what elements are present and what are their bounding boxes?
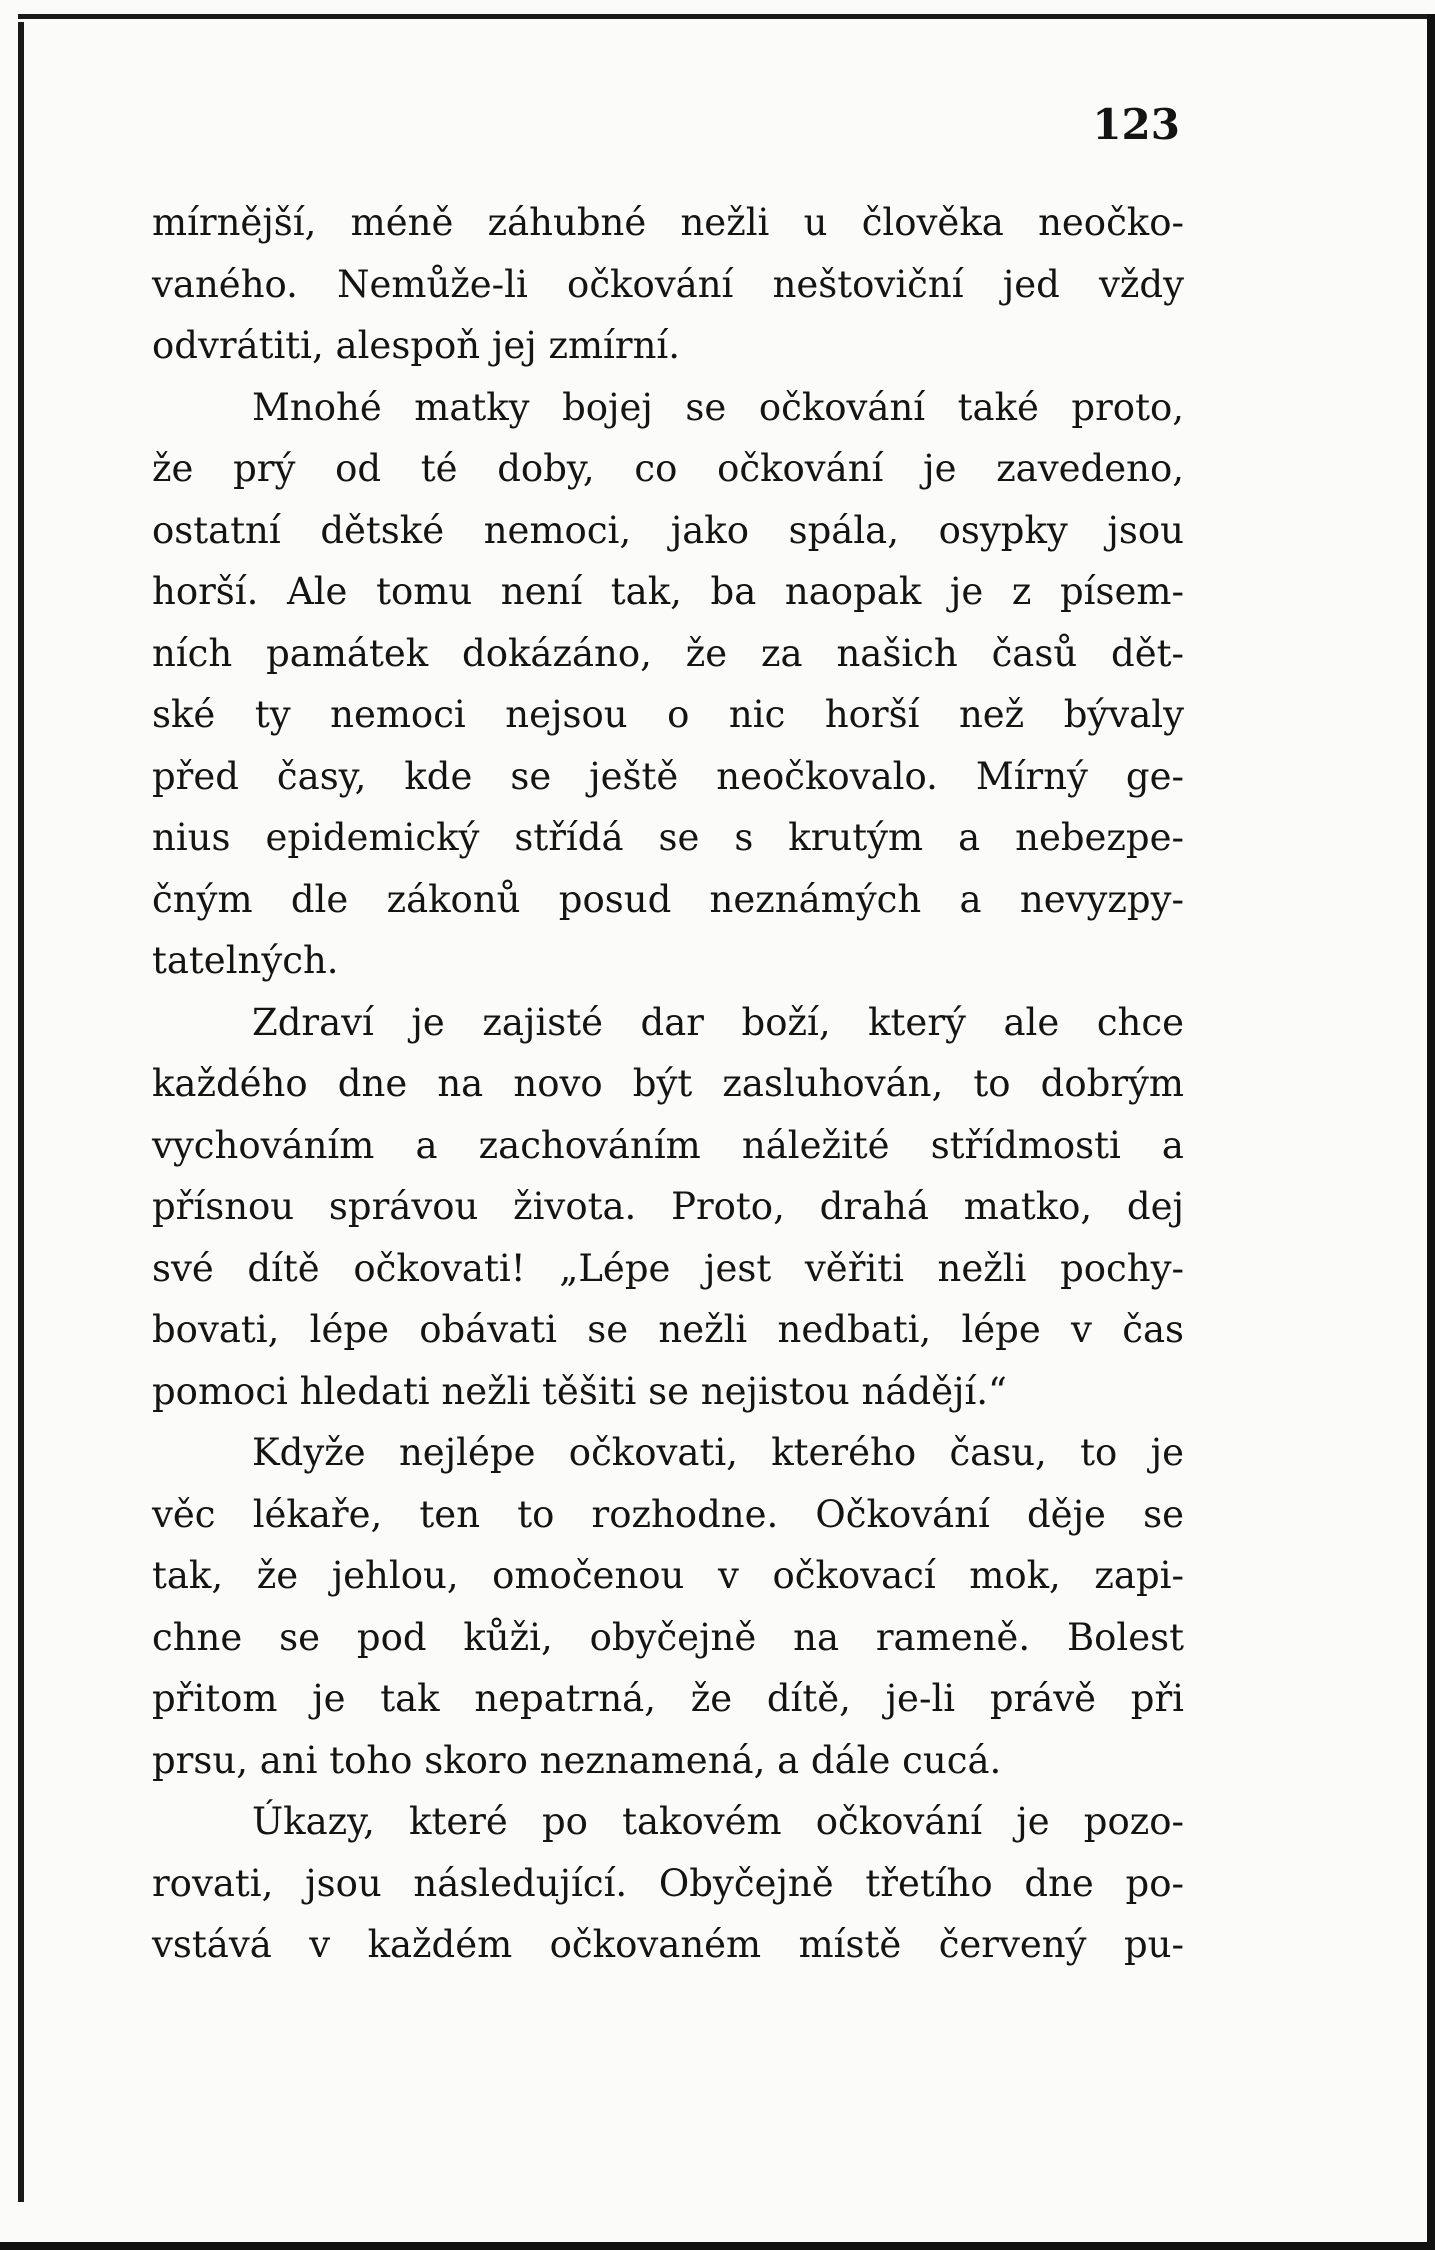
- scan-edge-top: [18, 14, 1435, 19]
- text-line: Zdraví je zajisté dar boží, který ale chce: [252, 1000, 1184, 1044]
- text-line: bovati, lépe obávati se nežli nedbati, lépe v čas: [152, 1308, 1184, 1351]
- text-line: vaného. Nemůže-li očkování neštoviční jed vždy: [152, 262, 1184, 306]
- text-line: přitom je tak nepatrná, že dítě, je-li právě při: [152, 1677, 1184, 1720]
- page-number: 123: [1092, 100, 1180, 149]
- text-line: horší. Ale tomu není tak, ba naopak je z písem-: [152, 570, 1184, 613]
- text-line: před časy, kde se ještě neočkovalo. Mírný ge-: [152, 754, 1184, 798]
- text-line: přísnou správou života. Proto, drahá matko, dej: [152, 1185, 1184, 1228]
- text-line: rovati, jsou následující. Obyčejně třetího dne po-: [152, 1861, 1184, 1905]
- text-line: čným dle zákonů posud neznámých a nevyzpy-: [152, 877, 1184, 921]
- scan-edge-right: [1427, 14, 1435, 2250]
- text-line: věc lékaře, ten to rozhodne. Očkování děje se: [152, 1492, 1184, 1536]
- text-line: pomoci hledati nežli těšiti se nejistou nádějí.“: [152, 1369, 1007, 1413]
- text-line: Úkazy, které po takovém očkování je pozo-: [252, 1800, 1184, 1843]
- text-line: mírnější, méně záhubné nežli u člověka neočko-: [152, 201, 1184, 244]
- body-text: [152, 192, 1184, 1976]
- text-line: každého dne na novo být zasluhován, to dobrým: [152, 1062, 1184, 1105]
- text-line: své dítě očkovati! „Lépe jest věřiti nežli pochy-: [152, 1246, 1184, 1290]
- text-line: Mnohé matky bojej se očkování také proto,: [252, 385, 1184, 429]
- text-line: ské ty nemoci nejsou o nic horší než bývaly: [152, 693, 1184, 736]
- text-line: ních památek dokázáno, že za našich časů dět-: [152, 631, 1184, 675]
- scan-edge-bottom: [0, 2242, 1435, 2250]
- text-line: odvrátiti, alespoň jej zmírní.: [152, 324, 680, 367]
- text-line: vychováním a zachováním náležité střídmosti a: [152, 1123, 1184, 1167]
- text-line: že prý od té doby, co očkování je zavedeno,: [152, 447, 1184, 490]
- text-line: nius epidemický střídá se s krutým a nebezpe-: [152, 816, 1184, 859]
- text-line: Kdyže nejlépe očkovati, kterého času, to je: [252, 1431, 1184, 1474]
- text-line: ostatní dětské nemoci, jako spála, osypky jsou: [152, 508, 1184, 552]
- text-line: tatelných.: [152, 939, 339, 982]
- text-line: prsu, ani toho skoro neznamená, a dále cucá.: [152, 1738, 1002, 1782]
- text-line: vstává v každém očkovaném místě červený pu-: [152, 1923, 1184, 1966]
- text-line: chne se pod kůži, obyčejně na rameně. Bolest: [152, 1615, 1184, 1659]
- text-line: tak, že jehlou, omočenou v očkovací mok, zapi-: [152, 1554, 1184, 1597]
- scan-edge-left: [18, 22, 24, 2202]
